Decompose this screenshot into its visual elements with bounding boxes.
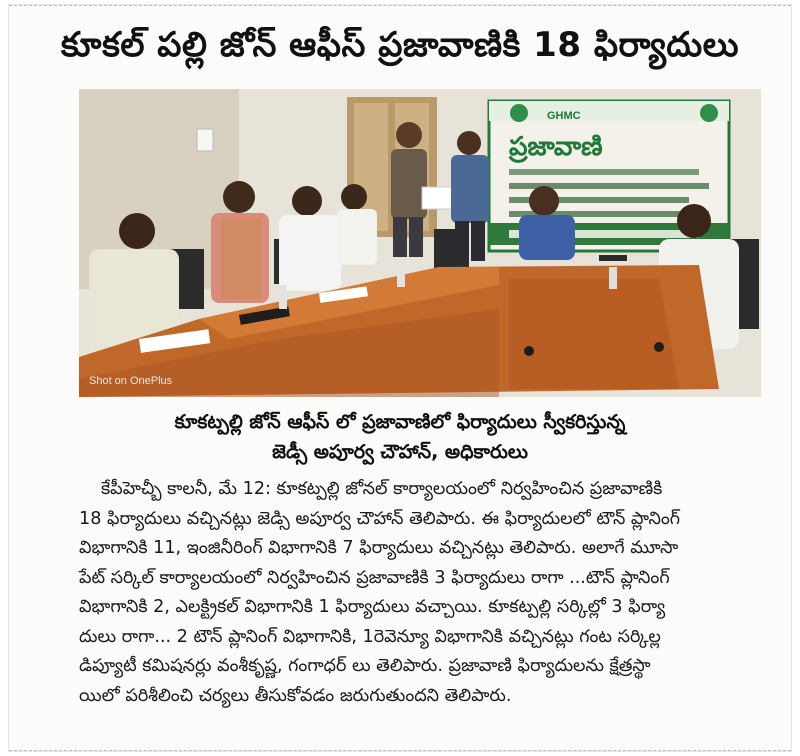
body-line: 18 ఫిర్యాదులు వచ్చినట్లు జెడ్సి అపూర్వ చౌహాన్ తెలిపారు. ఈ ఫిర్యాదులలో టౌన్ ప్లానింగ్ (79, 508, 681, 529)
body-line: డిప్యూటీ కమిషనర్లు వంశీకృష్ణ, గంగాధర్ లు తెలిపారు. ప్రజావాణి ఫిర్యాదులను క్షేత్రస్థా (79, 656, 651, 676)
body-line: యిలో పరిశీలించి చర్యలు తీసుకోవడం జరుగుతుందని తెలిపారు. (79, 685, 512, 706)
caption-line: కూకట్పల్లి జోన్ ఆఫీస్ లో ప్రజావాణిలో ఫిర్యాదులు స్వీకరిస్తున్న (174, 411, 626, 433)
news-photo (79, 89, 761, 397)
body-line: దులు రాగా... 2 టౌన్ ప్లానింగ్ విభాగానికి, 1రెవెన్యూ విభాగానికి వచ్చినట్లు గంట సర్కిల్ల (79, 626, 661, 647)
meeting-photo-illustration (79, 89, 761, 397)
headline: కూకల్ పల్లి జోన్ ఆఫీస్ ప్రజావాణికి 18 ఫిర్యాదులు (60, 25, 740, 65)
camera-watermark: Shot on OnePlus (89, 375, 173, 387)
body-line: విభాగానికి 11, ఇంజినీరింగ్ విభాగానికి 7 ఫిర్యాదులు వచ్చినట్లు తెలిపారు. అలాగే మూసా (79, 538, 679, 558)
banner-title: ప్రజావాణి (509, 132, 603, 162)
bottom-dashed-rule (9, 750, 791, 751)
body-line: పేట్ సర్కిల్ కార్యాలయంలో నిర్వహించిన ప్రజావాణికి 3 ఫిర్యాదులు రాగా ...టౌన్ ప్లానింగ్ (79, 567, 670, 588)
body-line: విభాగానికి 2, ఎలక్ట్రికల్ విభాగానికి 1 ఫిర్యాదులు వచ్చాయి. కూకట్పల్లి సర్కిల్లో 3 ఫిర్యా (79, 597, 666, 617)
top-dashed-rule (9, 5, 791, 6)
body-line: కేపీహెచ్బీ కాలనీ, మే 12: కూకట్పల్లి జోనల్ కార్యాలయంలో నిర్వహించిన ప్రజావాణికి (101, 479, 663, 499)
newspaper-clipping (8, 4, 792, 752)
photo-caption (9, 407, 791, 467)
banner-logo-text: GHMC (547, 110, 581, 122)
article-body (79, 475, 769, 711)
caption-line: జెడ్సీ అపూర్వ చౌహాన్, అధికారులు (272, 441, 528, 463)
